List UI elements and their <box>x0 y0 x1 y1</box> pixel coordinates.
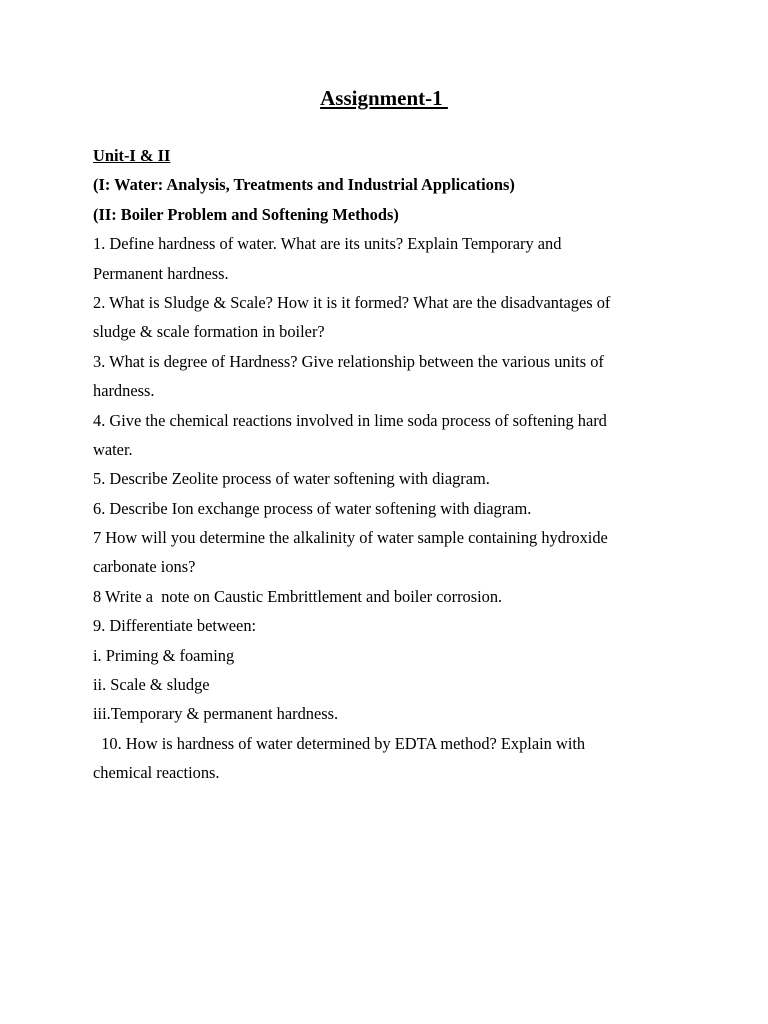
question-9-item-ii: ii. Scale & sludge <box>93 675 210 695</box>
question-2-line-1: 2. What is Sludge & Scale? How it is it formed? What are the disadvantages of <box>93 292 611 312</box>
question-8: 8 Write a note on Caustic Embrittlement and boiler corrosion. <box>93 586 503 606</box>
question-4-line-1: 4. Give the chemical reactions involved in lime soda process of softening hard <box>93 410 607 430</box>
question-2-line-2: sludge & scale formation in boiler? <box>93 322 325 342</box>
subheading-unit-2: (II: Boiler Problem and Softening Methods) <box>93 204 399 224</box>
question-1-line-2: Permanent hardness. <box>93 263 229 283</box>
question-9: 9. Differentiate between: <box>93 616 257 636</box>
unit-heading: Unit-I & II <box>93 146 171 165</box>
question-10-line-1: 10. How is hardness of water determined by EDTA method? Explain with <box>93 733 586 753</box>
question-7-line-1: 7 How will you determine the alkalinity of water sample containing hydroxide <box>93 528 608 548</box>
question-9-item-iii: iii.Temporary & permanent hardness. <box>93 704 339 724</box>
question-9-item-i: i. Priming & foaming <box>93 645 235 665</box>
subheading-unit-1: (I: Water: Analysis, Treatments and Industrial Applications) <box>93 175 515 195</box>
assignment-content <box>93 141 693 788</box>
question-6: 6. Describe Ion exchange process of water softening with diagram. <box>93 498 532 518</box>
question-5: 5. Describe Zeolite process of water softening with diagram. <box>93 469 490 489</box>
assignment-title: Assignment-1 <box>320 86 448 110</box>
question-7-line-2: carbonate ions? <box>93 557 196 577</box>
question-1-line-1: 1. Define hardness of water. What are its units? Explain Temporary and <box>93 234 562 254</box>
question-4-line-2: water. <box>93 439 133 459</box>
question-10-line-2: chemical reactions. <box>93 763 220 783</box>
question-3-line-2: hardness. <box>93 381 155 401</box>
question-3-line-1: 3. What is degree of Hardness? Give relationship between the various units of <box>93 351 604 371</box>
